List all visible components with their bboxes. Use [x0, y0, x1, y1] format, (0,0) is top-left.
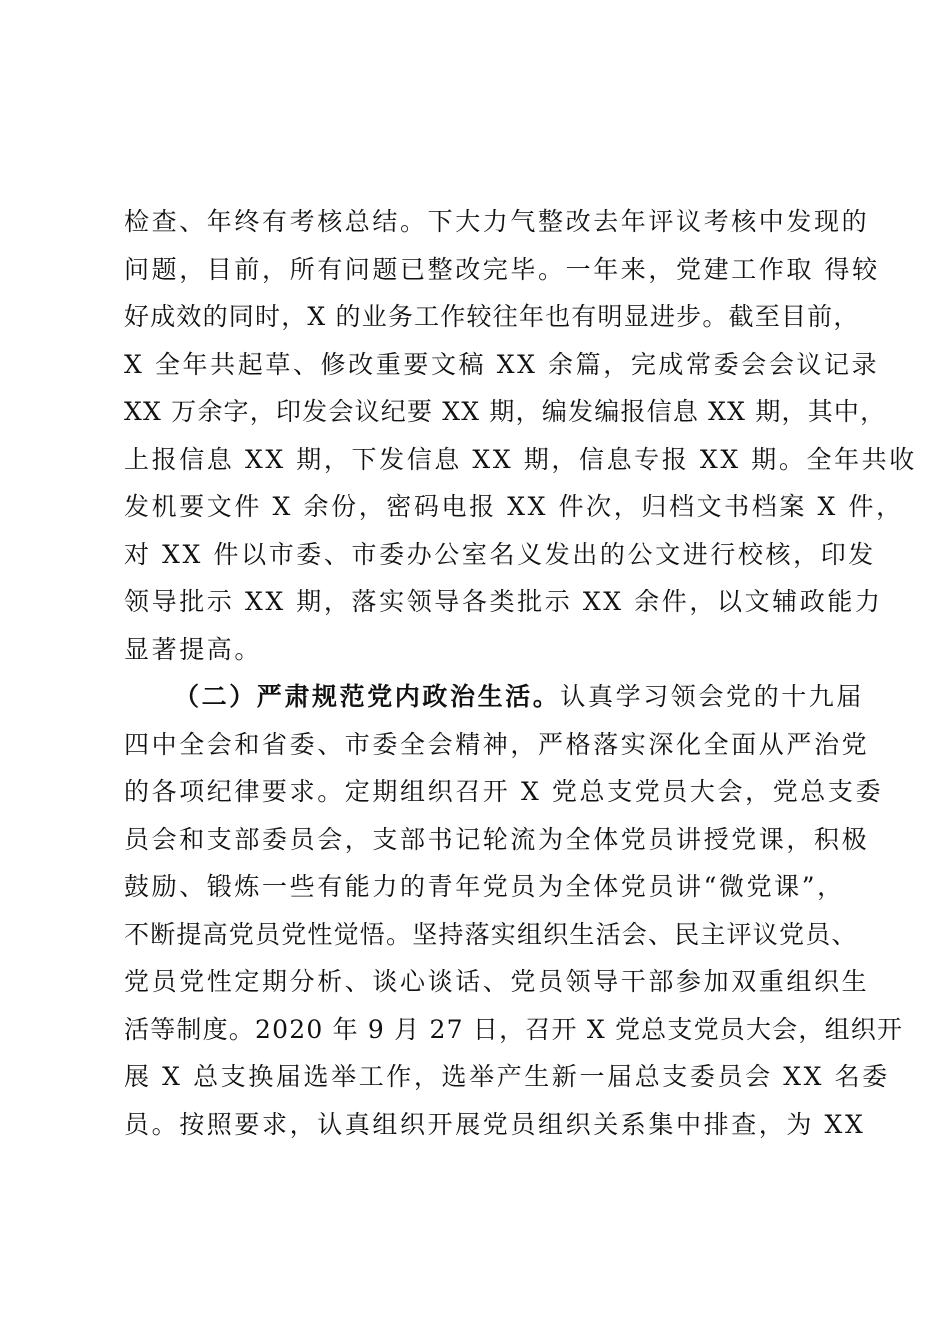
paragraph-line: 的各项纪律要求。定期组织召开 X 党总支党员大会，党总支委: [124, 777, 884, 806]
paragraph-line: 活等制度。2020 年 9 月 27 日，召开 X 党总支党员大会，组织开: [124, 1014, 904, 1044]
paragraph-1: [124, 198, 917, 673]
document-body: [124, 198, 917, 1148]
paragraph-line: 问题，目前，所有问题已整改完毕。一年来，党建工作取 得较: [124, 254, 880, 284]
paragraph-text: 认真学习领会党的十九届: [560, 682, 865, 711]
paragraph-line: 显著提高。: [124, 634, 263, 664]
paragraph-line: 四中全会和省委、市委全会精神，严格落实深化全面从严治党: [124, 729, 870, 759]
paragraph-line: XX 万余字，印发会议纪要 XX 期，编发编报信息 XX 期，其中，: [124, 397, 887, 426]
paragraph-line: 发机要文件 X 余份，密码电报 XX 件次，归档文书档案 X 件，: [124, 492, 904, 521]
paragraph-line: 不断提高党员党性觉悟。坚持落实组织生活会、民主评议党员、: [124, 919, 858, 949]
paragraph-line: 上报信息 XX 期，下发信息 XX 期，信息专报 XX 期。全年共收: [124, 444, 917, 474]
paragraph-line: 好成效的同时，X 的业务工作较往年也有明显进步。截至目前，: [124, 302, 860, 331]
paragraph-line: X 全年共起草、修改重要文稿 XX 余篇，完成常委会会议记录: [124, 349, 880, 379]
paragraph-line: 对 XX 件以市委、市委办公室名义发出的公文进行校核，印发: [124, 539, 876, 569]
paragraph-line: 党员党性定期分析、谈心谈话、党员领导干部参加双重组织生: [124, 967, 870, 996]
paragraph-line: 鼓励、锻炼一些有能力的青年党员为全体党员讲“微党课”，: [124, 872, 845, 901]
paragraph-line: 检查、年终有考核总结。下大力气整改去年评议考核中发现的: [124, 207, 870, 236]
paragraph-line: 员会和支部委员会，支部书记轮流为全体党员讲授党课，积极: [124, 824, 870, 854]
paragraph-first-line: [124, 673, 865, 721]
paragraph-line: 展 X 总支换届选举工作，选举产生新一届总支委员会 XX 名委: [124, 1062, 890, 1091]
paragraph-2: [124, 673, 904, 1148]
section-heading: （二）严肃规范党内政治生活。: [174, 682, 561, 711]
paragraph-line: 领导批示 XX 期，落实领导各类批示 XX 余件，以文辅政能力: [124, 587, 883, 616]
paragraph-line: 员。按照要求，认真组织开展党员组织关系集中排查，为 XX: [124, 1109, 866, 1139]
